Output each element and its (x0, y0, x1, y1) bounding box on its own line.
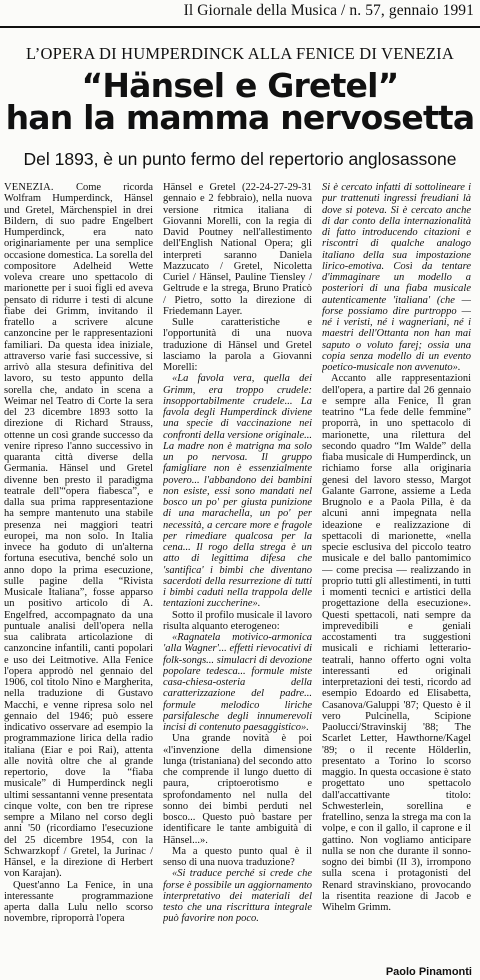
paragraph: Accanto alle rappresentazioni dell'opera, a partire dal 26 gennaio e sempre alla Fenice, Il gran teatrino “La fede delle femmine” proporrà, in uno spettacolo di marionette, una rilettura del secondo quadro “Im Walde” della fiaba musicale di Humperdinck, un richiamo forse alla originaria genesi del lavoro stesso, Margot Galante Garrone, assieme a Leda Brugnolo e a Paola Pilla, è da alcuni anni impegnata nella ideazione e realizzazione di spettacoli di marionette, «nella specie esclusiva del piccolo teatro musicale e del ballo pantomimico — come precisa — realizzando in proprio tutti gli allestimenti, in tutti i momenti tecnici e artistici della progettazione della esecuzione». Questi spettacoli, nati sempre da imprevedibili e geniali accostamenti tra suggestioni musicali e richiami letterario-teatrali, hanno offerto ogni volta interessanti ed originali interpretazioni dei testi, ricordo ad esempio Edoardo ed Elisabetta, Casanova/Galuppi '87; Questo è il vero Pulcinella, Scipione Paolucci/Stravinskij '88; The Scarlet Letter, Hawthorne/Kagel '89; o il recente Hölderlin, presentato a Torino lo scorso maggio. In questa occasione è stato progettato uno spettacolo dall'accattivante titolo: Schwesterlein, sorellina e fratellino, senza la strega ma con la volpe, e con il gallo, il caprone e il gattino. Non vogliamo anticipare nulla se non che durante il sonno-sogno dei bimbi (II 3), irrompono sulla scena i protagonisti del Renard stravinskiano, provocando la risentita reazione di Jacob e Wihelm Grimm. (322, 373, 471, 913)
article-body (4, 182, 472, 968)
paragraph: Sulle caratteristiche e l'opportunità di una nuova traduzione di Hänsel und Gretel lasciamo la parola a Giovanni Morelli: (163, 317, 312, 373)
column-3 (322, 182, 471, 968)
column-2 (163, 182, 312, 968)
paragraph: Hänsel e Gretel (22-24-27-29-31 gennaio e 2 febbraio), nella nuova versione ritmica italiana di Giovanni Morelli, con la regia di David Poutney nell'allestimento dell'English National Opera; gli interpreti saranno Daniela Mazzucato / Gretel, Nicoletta Curiel / Hänsel, Pauline Tiensley / Geltrude e la strega, Bruno Praticò / Pietro, sotto la direzione di Friedemann Layer. (163, 182, 312, 317)
quote: Si è cercato infatti di sottolineare i pur trattenuti ingressi freudiani là dove si poteva. Si è cercato anche di dar conto della internazionalità di fatto introducendo citazioni e riscontri di qualche analogo italiano della sua impostazione lirico-emotiva. Così da tentare d'immaginare un modello a posteriori di una fiaba musicale autenticamente 'italiana' (che — forse possiamo dire purtroppo — né i veristi, né i wagneriani, né i maestri dell'Ottanta non han mai saputo o voluto farej; ossia una copia senza modello di un evento poetico-musicale non avvenuto». (322, 182, 471, 373)
column-1 (4, 182, 153, 968)
paragraph-text: Come ricorda Wolfram Humperdinck, Hänsel und Gretel, Märchenspiel in drei Bildern, di suo padre Engelbert Humperdinck, era nato originariamente per una semplice occasione domestica. La sorella del compositore Adelheid Wette voleva creare uno spettacolo di marionette per i suoi figli ed aveva pensato di ridurre i testi di alcune fiabe dei Grimm, invitando il fratello a scrivere alcune canzoncine per le rappresentazioni familiari. Da questa idea iniziale, attraverso varie fasi successive, si arrivò alla stesura definitiva del lavoro, su testo appunto della sorella che, andato in scena a Weimar nel Teatro di Corte la sera del 23 dicembre 1893 sotto la direzione di Richard Strauss, ottenne un così grande successo da venire ripreso l'anno successivo in quaranta città diverse della Germania. Hänsel und Gretel divenne ben presto il paradigma teatrale dell'“opera fiabesca”, e dalla sua prima rappresentazione ha sempre mantenuto una stabile presenza nei maggiori teatri europei, ma non solo. In Italia invece ha goduto di un'alterna fortuna esecutiva, benché solo un anno dopo la prima esecuzione, sulle pagine della “Rivista Musicale Italiana”, fosse apparso un positivo articolo di A. Engelfred, accompagnato da una puntuale analisi dell'opera nella sua calibrata articolazione di canzoncine infantili, canti popolari e uso dei Leitmotive. Alla Fenice l'opera approdò nel gennaio del 1906, col titolo Nino e Margherita, nella traduzione di Gustavo Macchi, e venne ripresa solo nel gennaio del 1946; può essere indicativo osservare ad esempio la programmazione lirica della radio italiana (Eiar e poi Rai), attenta alle novità oltre che al grande repertorio, dove la “fiaba musicale” di Humperdinck negli ultimi sessantanni venne presentata cinque volte, con ben tre riprese sempre a Milano nel corso degli anni '50 (ricordiamo l'esecuzione del 25 dicembre 1954, con la Schwarzkopf / Gretel, la Jurinac / Hänsel, e la direzione di Herbert von Karajan). (4, 182, 153, 880)
dateline: VENEZIA. (4, 182, 54, 193)
paragraph: Una grande novità è poi «l'invenzione della dimensione lunga (tristaniana) del secondo atto che comprende il lungo duetto di paura, criptoerotismo e sprofondamento nel nulla del sonno dei bimbi perduti nel bosco... Questo può bastare per identificare le tante ambiguità di Hänsel...». (163, 733, 312, 846)
masthead-rule (0, 26, 480, 28)
quote: «La favola vera, quella dei Grimm, era troppo crudele: insopportabilmente crudele... La favola degli Humperdinck diviene una specie di vaccinazione nei confronti della versione originale... La madre non è matrigna ma solo un po nervosa. Il gruppo famigliare non è essenzialmente povero... l'abbandono dei bambini non esiste, essi sono mandati nel bosco un po' per giusta punizione di una marachella, un po' per necessità, a cercare more e fragole per rimediare qualcosa per la cena... Il rogo della strega è un atto di legittima difesa che 'santifica' i bimbi che diventano sacerdoti della resurrezione di tutti i bimbi caduti nella trappola delle tentazioni zuccherine». (163, 373, 312, 610)
paragraph (4, 182, 153, 880)
headline-line-2: han la mamma nervosetta (5, 98, 475, 137)
subheadline: Del 1893, è un punto fermo del repertorio anglosassone (23, 149, 457, 169)
headline-line-1: “Hänsel e Gretel” (81, 66, 399, 105)
quote: «Si traduce perché si crede che forse è possibile un aggiornamento interpretativo dei materiali del testo che una riscrittura integrale può favorire non poco. (163, 868, 312, 925)
quote: «Ragnatela motivico-armonica 'alla Wagner'... effetti rievocativi di folk-songs... simulacri di devozione popolare tedesca... formule miste casa-chiesa-osteria della caratterizzazione del padre... formule melodico liriche parsifalesche degli innumerevoli incisi di contenuto paesaggistico». (163, 632, 312, 733)
byline: Paolo Pinamonti (385, 966, 472, 978)
paragraph: Quest'anno La Fenice, in una interessante programmazione aperta dalla Lulu nello scorso novembre, riproporrà l'opera (4, 879, 153, 925)
paragraph: Sotto il profilo musicale il lavoro risulta alquanto eterogeneo: (163, 609, 312, 632)
masthead: Il Giornale della Musica / n. 57, gennaio 1991 (183, 2, 474, 19)
kicker: L’OPERA DI HUMPERDINCK ALLA FENICE DI VENEZIA (26, 44, 454, 63)
paragraph: Ma a questo punto qual è il senso di una nuova traduzione? (163, 845, 312, 868)
headline (0, 66, 480, 137)
